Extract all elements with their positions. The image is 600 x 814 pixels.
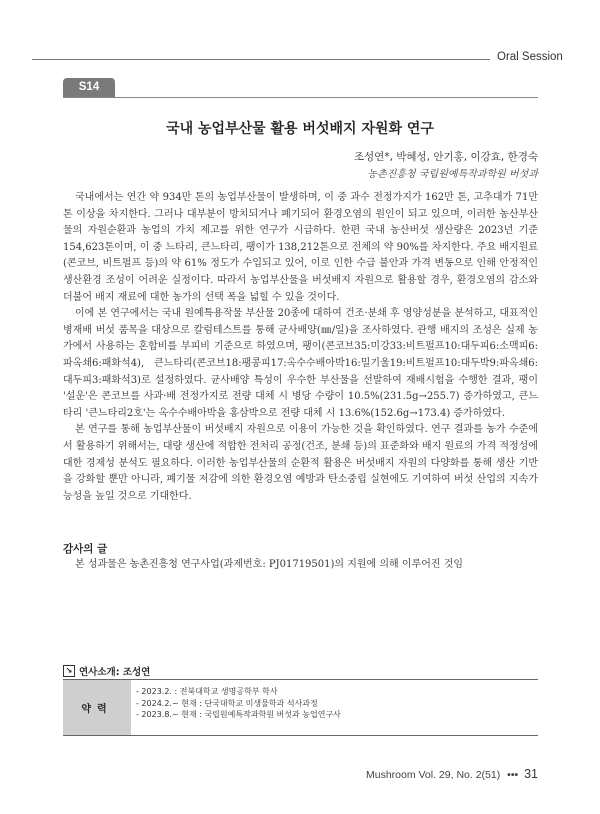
bio-bottom-rule [63,735,538,736]
journal-citation: Mushroom Vol. 29, No. 2(51) [365,769,501,781]
body-paragraph: 본 연구를 통해 농업부산물이 버섯배지 자원으로 이용이 가능한 것을 확인하였다. 연구 결과를 농가 수준에서 활용하기 위해서는, 대량 생산에 적합한 전처리 공정(건조, 분쇄 등)의 표준화와 배지 원료의 가격 적정성에 대한 경제성 분석도 필요하다. 이러한 농업부산물의 순환적 활용은 버섯배지 자원의 다양화를 통해 생산 기반을 강화할 뿐만 아니라, 폐기물 저감에 의한 환경오염 예방과 탄소중립 실현에도 기여하여 버섯 산업의 지속가능성을 높일 것으로 기대한다. [63,424,538,502]
speaker-bio-heading [63,664,150,678]
arrow-icon: ↘ [63,665,75,677]
bio-item: - 2023.8.~ 현재 : 국립원예특작과학원 버섯과 농업연구사 [136,710,341,719]
footer-dots: ••• [507,769,519,781]
acknowledgment-heading: 감사의 글 [63,543,108,555]
article-authors: 조성연*, 박혜성, 안기홍, 이강효, 한경숙 [353,151,538,163]
article-body [63,190,538,505]
bio-item: - 2023.2. : 전북대학교 생명공학부 학사 [136,687,278,696]
page-footer [366,767,538,781]
body-paragraph: 국내에서는 연간 약 934만 톤의 농업부산물이 발생하며, 이 중 과수 전정가지가 162만 톤, 고추대가 71만 톤 이상을 차지한다. 그러나 대부분이 방치되거나 폐기되어 환경오염의 원인이 되고 있으며, 이러한 농산부산물의 자원순환과 농업의 가치 제고를 위한 연구가 시급하다. 한편 국내 농산버섯 생산량은 2023년 기준 154,623톤이며, 이 중 느타리, 큰느타리, 팽이가 138,212톤으로 전체의 약 90%를 차지한다. 주요 배지원료(콘코브, 비트펄프 등)의 약 61% 정도가 수입되고 있어, 이로 인한 수급 불안과 가격 변동으로 인해 안정적인 생산환경 조성이 어려운 실정이다. 따라서 농업부산물을 버섯배지 자원으로 활용할 경우, 환경오염의 감소와 더불어 배지 재료에 대한 농가의 선택 폭을 넓힐 수 있을 것이다. [63,192,538,303]
bio-list [131,680,341,735]
header-rule [32,59,490,60]
speaker-bio-title: 연사소개: 조성연 [79,667,151,678]
session-badge: S14 [63,78,115,97]
bio-table [63,680,538,735]
article-title: 국내 농업부산물 활용 버섯배지 자원화 연구 [166,121,434,137]
article-affiliation: 농촌진흥청 국립원예특작과학원 버섯과 [367,169,538,180]
bio-item: - 2024.2.~ 현재 : 단국대학교 미생물학과 석사과정 [136,698,318,708]
bio-label: 약력 [63,680,131,735]
acknowledgment-text: 본 성과물은 농촌진흥청 연구사업(과제번호: PJ01719501)의 지원에 의해 이루어진 것임 [75,559,464,570]
badge-rule [63,97,538,98]
section-label: Oral Session [497,51,563,63]
page-number: 31 [524,767,538,781]
body-paragraph: 이에 본 연구에서는 국내 원예특용작물 부산물 20종에 대하여 건조·분쇄 후 영양성분을 분석하고, 대표적인 병재배 버섯 품목을 대상으로 칼럼테스트를 통해 균사배양(㎜/일)을 조사하였다. 관행 배지의 조성은 실제 농가에서 사용하는 혼합비를 부피비 기준으로 하였으며, 팽이(콘코브35:미강33:비트펄프10:대두피6:소맥피6:파옥쇄6:패화석4), 큰느타리(콘코브18:팽콩피17:옥수수배아박16:밀기울19:비트펄프10:대두박9:파옥쇄6:대두피3:패화석3)로 설정하였다. 균사배양 특성이 우수한 부산물을 선발하여 재배시험을 수행한 결과, 팽이 '설운'은 콘코브를 사과·배 전정가지로 전량 대체 시 병당 수량이 10.5%(231.5g→255.7) 증가하였고, 큰느타리 '큰느타리2호'는 옥수수배아박을 홍삼박으로 전량 대체 시 13.6%(152.6g→173.4) 증가하였다. [63,308,538,419]
